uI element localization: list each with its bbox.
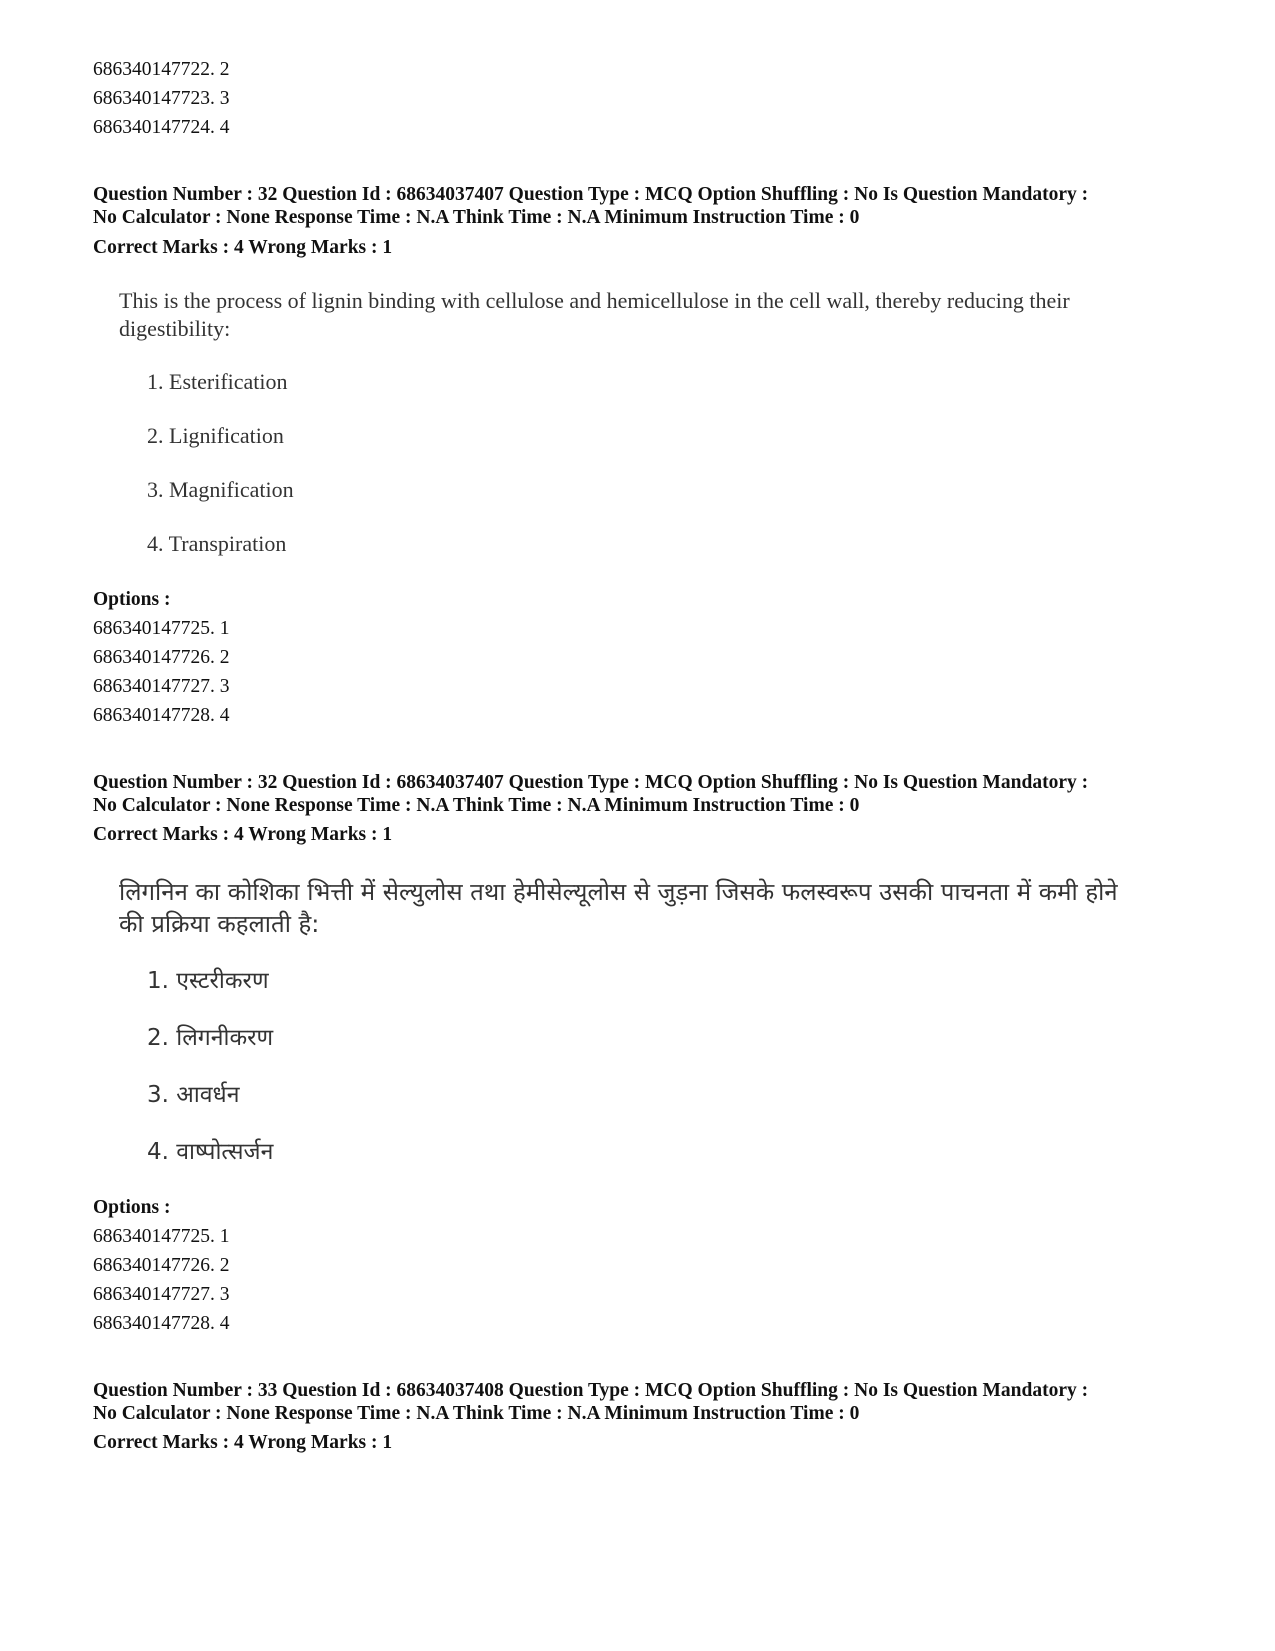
question-header: Question Number : 32 Question Id : 68634037407 Question Type : MCQ Option Shuffling : No Is Question Mandatory : <box>93 184 1089 205</box>
question-text: लिगनिन का कोशिका भित्ती में सेल्युलोस तथा हेमीसेल्यूलोस से जुड़ना जिसके फलस्वरूप उसकी पाचनता में कमी होने <box>119 878 1118 906</box>
option-line: 686340147723. 3 <box>93 88 230 109</box>
option-line: 686340147728. 4 <box>93 1313 230 1334</box>
choice-item: 3. Magnification <box>147 477 294 502</box>
question-marks: Correct Marks : 4 Wrong Marks : 1 <box>93 824 393 845</box>
options-label: Options : <box>93 1197 171 1218</box>
option-line: 686340147722. 2 <box>93 59 230 80</box>
option-line: 686340147728. 4 <box>93 705 230 726</box>
options-label: Options : <box>93 589 171 610</box>
question-header: Question Number : 33 Question Id : 68634037408 Question Type : MCQ Option Shuffling : No Is Question Mandatory : <box>93 1380 1089 1401</box>
choice-item: 2. Lignification <box>147 423 284 448</box>
question-text: This is the process of lignin binding with cellulose and hemicellulose in the cell wall, thereby reducing their <box>119 288 1070 313</box>
choice-item: 2. लिगनीकरण <box>147 1025 274 1051</box>
option-line: 686340147725. 1 <box>93 618 230 639</box>
option-line: 686340147725. 1 <box>93 1226 230 1247</box>
question-header: Question Number : 32 Question Id : 68634037407 Question Type : MCQ Option Shuffling : No Is Question Mandatory : <box>93 772 1089 793</box>
option-line: 686340147726. 2 <box>93 647 230 668</box>
choice-item: 4. Transpiration <box>147 531 287 556</box>
option-line: 686340147727. 3 <box>93 676 230 697</box>
question-text: digestibility: <box>119 316 231 341</box>
option-line: 686340147727. 3 <box>93 1284 230 1305</box>
choice-item: 4. वाष्पोत्सर्जन <box>147 1139 274 1165</box>
question-marks: Correct Marks : 4 Wrong Marks : 1 <box>93 1432 393 1453</box>
question-header: No Calculator : None Response Time : N.A Think Time : N.A Minimum Instruction Time : 0 <box>93 207 860 228</box>
option-line: 686340147724. 4 <box>93 117 230 138</box>
choice-item: 1. एस्टरीकरण <box>147 968 269 994</box>
question-header: No Calculator : None Response Time : N.A Think Time : N.A Minimum Instruction Time : 0 <box>93 1403 860 1424</box>
question-text: की प्रक्रिया कहलाती है: <box>119 910 320 938</box>
option-line: 686340147726. 2 <box>93 1255 230 1276</box>
question-header: No Calculator : None Response Time : N.A Think Time : N.A Minimum Instruction Time : 0 <box>93 795 860 816</box>
choice-item: 1. Esterification <box>147 369 288 394</box>
question-marks: Correct Marks : 4 Wrong Marks : 1 <box>93 237 393 258</box>
choice-item: 3. आवर्धन <box>147 1082 240 1108</box>
